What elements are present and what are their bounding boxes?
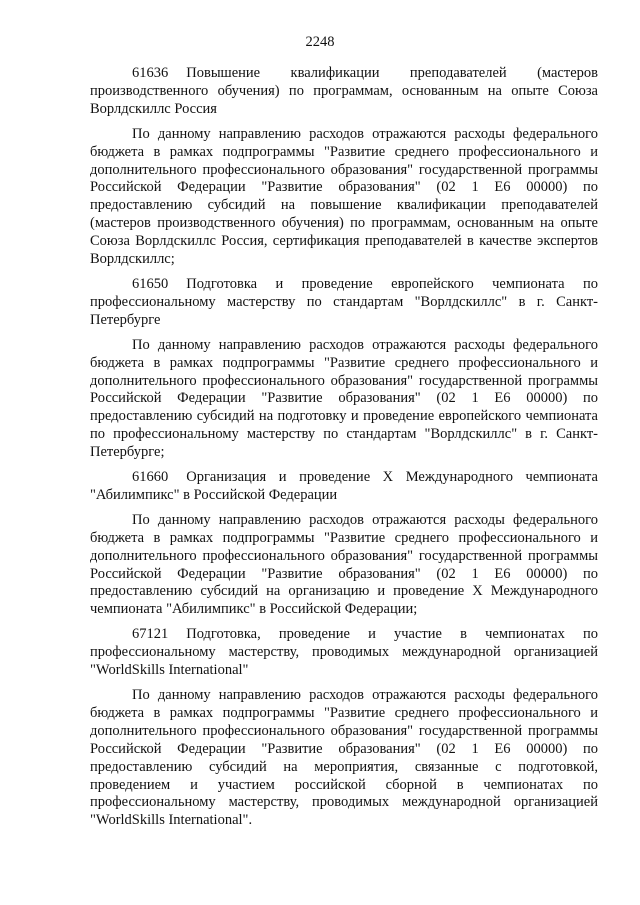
expense-code: 61636 — [132, 65, 169, 81]
section-title: Подготовка, проведение и участие в чемпионатах по профессиональному мастерству, проводимых международной организацией "WorldSkills International" — [90, 626, 598, 679]
document-body — [90, 65, 598, 837]
section-description-67121: По данному направлению расходов отражаются расходы федерального бюджета в рамках подпрограммы "Развитие среднего профессионального и дополнительного профессионального образования" государственной программы Российской Федерации "Развитие образования" (02 1 Е6 00000) по предоставлению субсидий на мероприятия, связанные с подготовкой, проведением и участием российской сборной в чемпионатах по профессиональному мастерству, проводимых международной организацией "WorldSkills International". — [90, 687, 598, 829]
expense-code: 67121 — [132, 626, 169, 643]
section-heading-61650 — [90, 276, 598, 330]
section-heading-67121 — [90, 626, 598, 680]
section-description-61660: По данному направлению расходов отражаются расходы федерального бюджета в рамках подпрограммы "Развитие среднего профессионального и дополнительного профессионального образования" государственной программы Российской Федерации "Развитие образования" (02 1 Е6 00000) по предоставлению субсидий на организацию и проведение X Международного чемпионата "Абилимпикс" в Российской Федерации; — [90, 511, 598, 618]
expense-code: 61660 — [132, 469, 169, 486]
section-title: Подготовка и проведение европейского чемпионата по профессиональному мастерству по стандартам "Ворлдскиллс" в г. Санкт-Петербурге — [90, 275, 598, 328]
section-heading-61660 — [90, 469, 598, 505]
page-number: 2248 — [305, 34, 335, 50]
section-description-61650: По данному направлению расходов отражаются расходы федерального бюджета в рамках подпрограммы "Развитие среднего профессионального и дополнительного профессионального образования" государственной программы Российской Федерации "Развитие образования" (02 1 Е6 00000) по предоставлению субсидий на подготовку и проведение европейского чемпионата по профессиональному мастерству по стандартам "Ворлдскиллс" в г. Санкт-Петербурге; — [90, 336, 598, 461]
section-description-61636: По данному направлению расходов отражаются расходы федерального бюджета в рамках подпрограммы "Развитие среднего профессионального и дополнительного профессионального образования" государственной программы Российской Федерации "Развитие образования" (02 1 Е6 00000) по предоставлению субсидий на повышение квалификации преподавателей (мастеров производственного обучения) по программам, основанным на опыте Союза Ворлдскиллс Россия, сертификация преподавателей в качестве экспертов Ворлдскиллс; — [90, 125, 598, 268]
section-title: Повышение квалификации преподавателей (мастеров производственного обучения) по программам, основанным на опыте Союза Ворлдскиллс Россия — [90, 65, 598, 117]
expense-code: 61650 — [132, 275, 169, 292]
section-heading-61636 — [90, 65, 598, 119]
section-title: Организация и проведение X Международного чемпионата "Абилимпикс" в Российской Федерации — [90, 469, 598, 503]
